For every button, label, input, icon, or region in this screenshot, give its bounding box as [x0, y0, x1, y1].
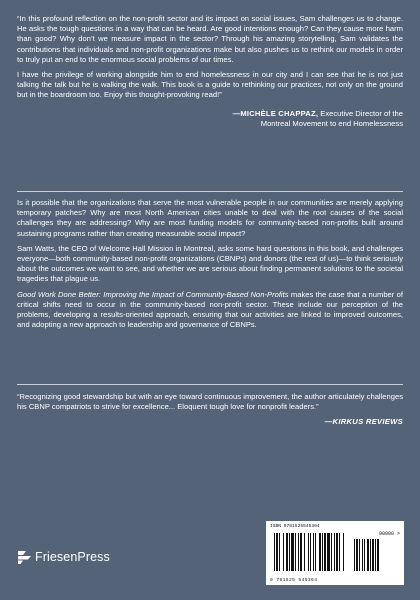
description-paragraph-2: Sam Watts, the CEO of Welcome Hall Mission in Montreal, asks some hard questions in this book, and challenges everyone—both community-based non-profit organizations (CBNPs) and donors (the rest of us)—to think seriously about the outcomes we want to see, and whether we are serious about finding permanent solutions to the societal tragedies that plague us.: [17, 243, 403, 284]
attribution-name: —MICHÈLE CHAPPAZ,: [232, 108, 319, 118]
attribution-role-1: Executive Director of the: [320, 108, 403, 118]
description-paragraph-3: [17, 290, 403, 331]
attribution-role-2: Montreal Movement to end Homelessness: [260, 119, 403, 129]
quote-paragraph-1: “In this profound reflection on the non-profit sector and its impact on social issues, Sam challenges us to change. He asks the tough questions in a way that can be heard. Are good intentions enough? Can they cause more harm than good? Why don’t we measure impact in the sector? Through his amazing storytelling, Sam validates the contributions that individuals and non-profit organizations make but also pushes us to rethink our models in order to truly put an end to the enormous social problems of our times.: [17, 14, 403, 64]
isbn-label: ISBN 9781525545364: [270, 524, 320, 529]
divider-top: [17, 191, 403, 192]
publisher-name: FriesenPress: [35, 550, 110, 564]
price-code: 90000 >: [378, 531, 400, 537]
description-paragraph-3-rest: makes the case that a number of critical shifts need to occur in the community-based non-profit sector. These include our perception of the problems, developing a results-oriented approach, ensuring that our activities are linked to improved outcomes, and adopting a new approach to leadership and governance of CBNPs.: [17, 289, 404, 330]
quote-paragraph-2: I have the privilege of working alongside him to end homelessness in our city and I can see that he is not just talking the talk but he is walking the walk. This book is a guide to rethinking our practices, not only on the ground but in the boardroom too. Enjoy this thought-provoking read!”: [17, 70, 403, 100]
review-block: [17, 392, 403, 428]
isbn-barcode: [266, 521, 404, 585]
book-description: [17, 198, 403, 330]
divider-bottom: [17, 384, 403, 385]
review-source: —KIRKUS REVIEWS: [324, 417, 403, 427]
friesenpress-logo-icon: [18, 551, 31, 564]
description-paragraph-1: Is it possible that the organizations that serve the most vulnerable people in our communities are merely applying temporary patches? Why are most North American cities unable to deal with the root causes of the social challenges they are addressing? Why are most funding models for community-based non-profits built around sustaining programs rather than creating measurable social impact?: [17, 198, 403, 238]
book-title: Good Work Done Better: Improving the Impact of Community-Based Non-Profits: [17, 289, 289, 299]
review-text: “Recognizing good stewardship but with an eye toward continuous improvement, the author articulately challenges his CBNP compatriots to strive for excellence... Eloquent tough love for nonprofit leaders.”: [17, 392, 403, 412]
isbn-digits: 9 781525 545364: [270, 578, 318, 583]
endorsement-quote: [17, 14, 403, 129]
quote-attribution: [17, 109, 403, 130]
barcode-bars: [272, 531, 398, 575]
publisher-logo: [18, 550, 110, 564]
